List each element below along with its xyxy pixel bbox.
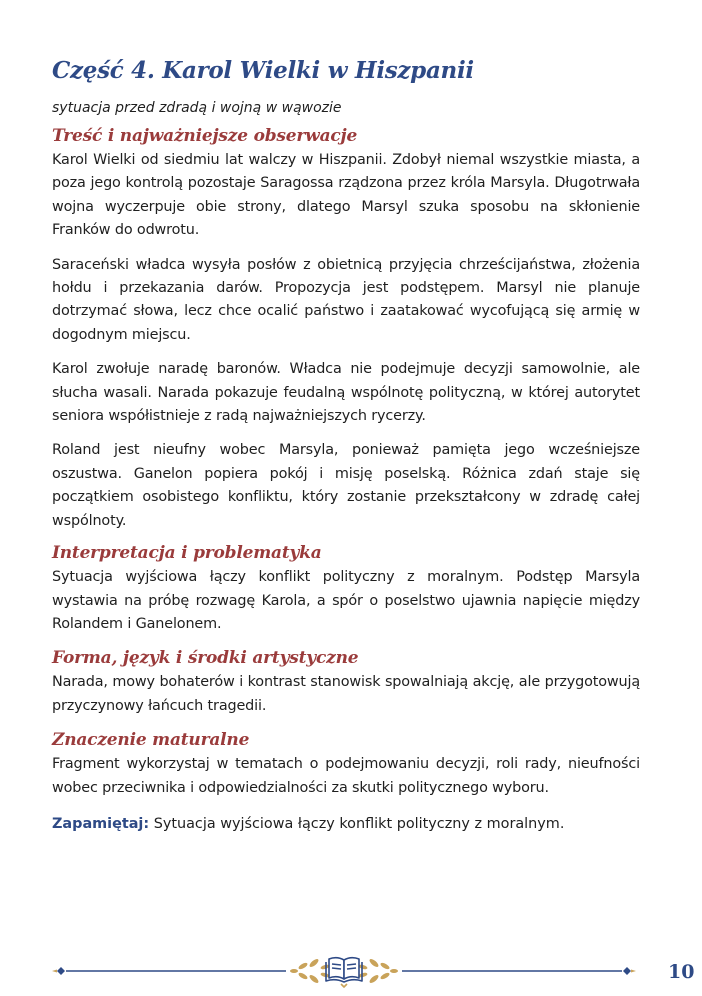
section-heading-observations: Treść i najważniejsze obserwacje xyxy=(52,126,358,146)
section-paragraph: Saraceński władca wysyła posłów z obietnicą przyjęcia chrześcijaństwa, złożenia hołdu i przekazania darów. Propozycja jest podstępem. Marsyl nie planuje dotrzymać słowa, lecz chce ocalić państwo i zaatakować wycofującą się armię w dogodnym miejscu. xyxy=(52,256,640,343)
section-paragraph: Narada, mowy bohaterów i kontrast stanowisk spowalniają akcję, ale przygotowują przyczynowy łańcuch tragedii. xyxy=(52,674,640,714)
page-title: Część 4. Karol Wielki w Hiszpanii xyxy=(52,57,474,84)
remember-note xyxy=(52,813,640,836)
section-paragraph: Sytuacja wyjściowa łączy konflikt polityczny z moralnym. Podstęp Marsyla wystawia na próbę rozwagę Karola, a spór o poselstwo ujawnia napięcie między Rolandem i Ganelonem. xyxy=(52,569,640,632)
section-paragraph: Roland jest nieufny wobec Marsyla, ponieważ pamięta jego wcześniejsze oszustwa. Ganelon popiera pokój i misję poselską. Różnica zdań staje się początkiem osobistego konfliktu, który zostanie przekształcony w zdradę całej wspólnoty. xyxy=(52,442,640,529)
remember-text: Sytuacja wyjściowa łączy konflikt polityczny z moralnym. xyxy=(149,815,565,832)
section-paragraph: Karol zwołuje naradę baronów. Władca nie podejmuje decyzji samowolnie, ale słucha wasali. Narada pokazuje feudalną wspólnotę polityczną, w której autorytet seniora współistnieje z radą najważniejszych rycerzy. xyxy=(52,361,640,425)
page-number: 10 xyxy=(668,961,695,983)
section-paragraph: Fragment wykorzystaj w tematach o podejmowaniu decyzji, roli rady, nieufności wobec przeciwnika i odpowiedzialności za skutki politycznego wyboru. xyxy=(52,756,640,796)
remember-label: Zapamiętaj: xyxy=(52,815,150,832)
open-book-icon xyxy=(326,958,362,987)
section-heading-exam-significance: Znaczenie maturalne xyxy=(52,730,250,751)
diamond-left-icon xyxy=(52,967,65,975)
diamond-right-icon xyxy=(623,967,636,975)
section-heading-form: Forma, język i środki artystyczne xyxy=(52,648,359,669)
footer-ornament xyxy=(48,950,640,990)
page-content xyxy=(52,56,640,836)
section-heading-interpretation: Interpretacja i problematyka xyxy=(52,543,322,564)
footer-ornament-graphic xyxy=(48,950,640,990)
laurel-right-icon xyxy=(358,958,398,985)
laurel-left-icon xyxy=(290,958,330,985)
section-paragraph: Karol Wielki od siedmiu lat walczy w Hiszpanii. Zdobył niemal wszystkie miasta, a poza jego kontrolą pozostaje Saragossa rządzona przez króla Marsyla. Długotrwała wojna wyczerpuje obie strony, dlatego Marsyl szuka sposobu na skłonienie Franków do odwrotu. xyxy=(52,152,640,239)
page-subtitle: sytuacja przed zdradą i wojną w wąwozie xyxy=(52,100,342,116)
